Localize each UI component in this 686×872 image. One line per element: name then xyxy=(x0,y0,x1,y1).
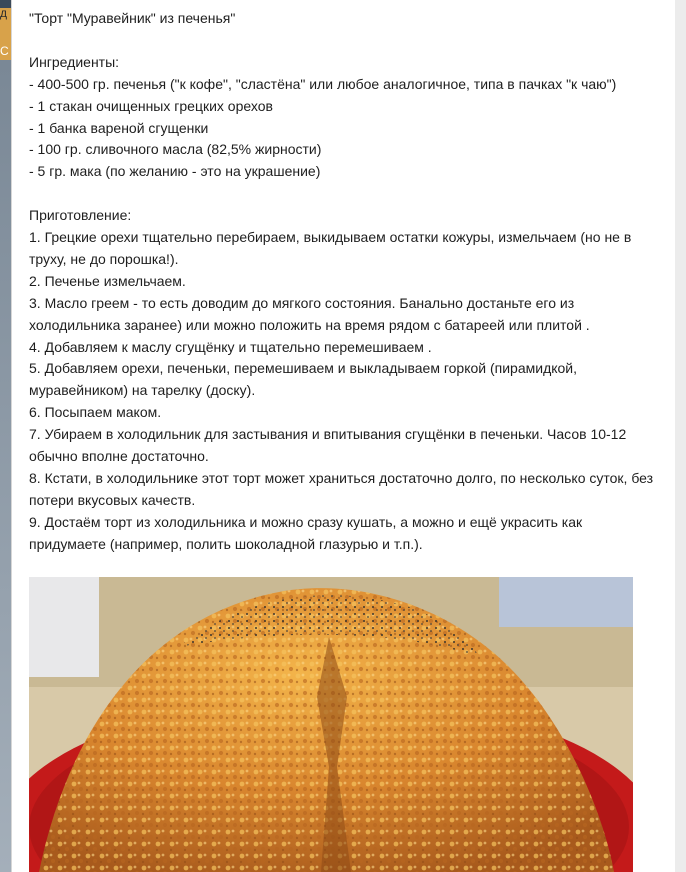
recipe-title: "Торт "Муравейник" из печенья" xyxy=(29,10,236,26)
step-item: 7. Убираем в холодильник для застывания и впитывания сгущёнки в печеньки. Часов 10-12 обычно вполне достаточно. xyxy=(29,426,627,465)
ingredient-item: - 400-500 гр. печенья ("к кофе", "сластёна" или любое аналогичное, типа в пачках "к чаю") xyxy=(29,75,617,92)
sidebar-label-top: д xyxy=(0,6,8,20)
ingredients-heading: Ингредиенты: xyxy=(29,53,120,70)
ingredient-item: - 100 гр. сливочного масла (82,5% жирности) xyxy=(29,141,322,158)
recipe-text xyxy=(29,8,657,556)
step-item: 2. Печенье измельчаем. xyxy=(29,272,186,289)
blue-object xyxy=(499,577,633,627)
cake-photo xyxy=(29,577,633,872)
sidebar-label-mid: С xyxy=(0,44,9,58)
ingredient-item: - 5 гр. мака (по желанию - это на украшение) xyxy=(29,163,321,180)
step-item: 1. Грецкие орехи тщательно перебираем, выкидываем остатки кожуры, измельчаем (но не в труху, не до порошка!). xyxy=(29,229,632,267)
background-sidebar-strip xyxy=(0,0,11,872)
step-item: 4. Добавляем к маслу сгущёнку и тщательно перемешиваем . xyxy=(29,338,432,355)
ingredient-item: - 1 банка вареной сгущенки xyxy=(29,119,209,136)
cake-photo-illustration xyxy=(29,577,633,872)
right-gutter xyxy=(675,0,686,872)
steps-heading: Приготовление: xyxy=(29,207,132,224)
ingredient-item: - 1 стакан очищенных грецких орехов xyxy=(29,97,273,114)
milk-carton xyxy=(29,577,99,677)
step-item: 5. Добавляем орехи, печеньки, перемешиваем и выкладываем горкой (пирамидкой, муравейником) на тарелку (доску). xyxy=(29,360,578,399)
step-item: 6. Посыпаем маком. xyxy=(29,404,162,421)
step-item: 8. Кстати, в холодильнике этот торт может храниться достаточно долго, по несколько суток, без потери вкусовых качеств. xyxy=(29,470,654,508)
step-item: 3. Масло греем - то есть доводим до мягкого состояния. Банально достаньте его из холодильника заранее) или можно положить на время рядом с батареей или плитой . xyxy=(29,294,590,333)
step-item: 9. Достаём торт из холодильника и можно сразу кушать, а можно и ещё украсить как придумаете (например, полить шоколадной глазурью и т.п.). xyxy=(29,513,583,552)
